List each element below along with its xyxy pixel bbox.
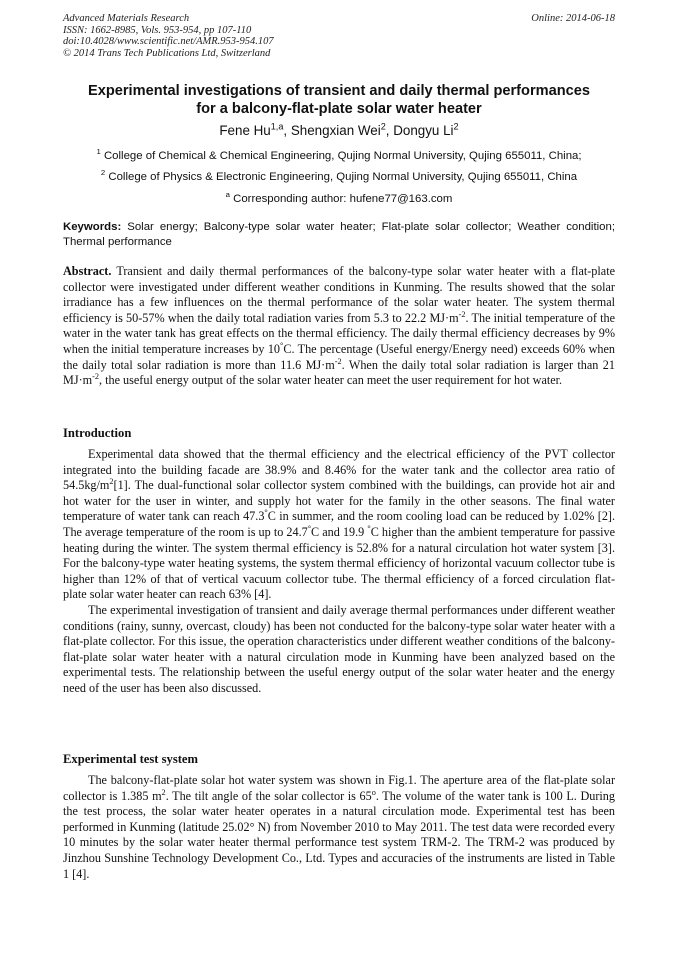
author-sup: 2	[453, 121, 459, 132]
abstract-label: Abstract.	[63, 264, 112, 278]
abstract-text: . When the daily total solar radiation is larger than 21 MJ·m	[63, 357, 615, 388]
affil-text: Corresponding author: hufene77@163.com	[229, 193, 453, 205]
body-text: C higher than the ambient temperature for passive heating during the winter. The system thermal efficiency is 52.8% for a natural circulation hot water system [3]. For the balcony-type water heating systems, the system thermal efficiency of horizontal vacuum collector tube is higher than 12% of that of vertical vacuum collector tube. The thermal efficiency of a forced circulation flat-plate solar water heater can reach 63% [4].	[63, 524, 615, 602]
affil-sup: 2	[100, 168, 106, 178]
superscript: °	[367, 523, 371, 533]
author-name: Shengxian Wei	[290, 123, 381, 138]
abstract-text: C. The percentage (Useful energy/Energy need) exceeds 60% when the daily total solar radiation is more than 11.6 MJ·m	[63, 341, 615, 372]
body-text: [1]. The dual-functional solar collector system combined with the buildings, can provide hot air and hot water for the user in winter, and supply hot water for the family in the other seasons. The final water temperature of water tank can reach 47.3	[63, 478, 615, 524]
superscript: o	[371, 787, 376, 797]
body-text: . The tilt angle of the solar collector is 65	[165, 788, 372, 803]
introduction-body	[63, 447, 615, 697]
corresponding-author	[40, 190, 638, 205]
affil-text: College of Physics & Electronic Engineering, Qujing Normal University, Qujing 655011, China	[105, 171, 578, 183]
superscript: °	[307, 523, 312, 533]
author-name: Dongyu Li	[393, 123, 454, 138]
test-system-body	[63, 773, 615, 882]
title-line-2: for a balcony-flat-plate solar water heater	[196, 101, 482, 117]
paper-title	[40, 82, 638, 118]
introduction-heading: Introduction	[63, 426, 132, 440]
introduction-paragraph-1	[63, 447, 615, 603]
author-list	[40, 123, 638, 138]
superscript: -2	[92, 372, 100, 382]
superscript: -2	[334, 356, 342, 366]
abstract-text: , the useful energy output of the solar water heater can meet the user requirement for hot water.	[99, 373, 563, 388]
keywords-text: Solar energy; Balcony-type solar water heater; Flat-plate solar collector; Weather condition; Thermal performance	[63, 221, 615, 248]
superscript: °	[264, 508, 268, 518]
affil-sup: a	[225, 190, 230, 200]
abstract-block	[63, 264, 615, 389]
abstract-text: . The initial temperature of the water in the water tank has great effects on the thermal efficiency. The daily thermal efficiency decreases by 9% when the initial temperature increases by 10	[63, 310, 615, 356]
superscript: °	[280, 340, 284, 350]
journal-header	[63, 13, 274, 59]
body-text: Experimental data showed that the thermal efficiency and the electrical efficiency of the PVT collector integrated into the building facade are 38.9% and 8.46% for the water tank and the collector area ratio of 54.5kg/m	[63, 447, 615, 493]
test-system-paragraph	[63, 773, 615, 882]
issn-line: ISSN: 1662-8985, Vols. 953-954, pp 107-110	[63, 24, 252, 36]
title-line-1: Experimental investigations of transient and daily thermal performances	[87, 83, 590, 99]
keywords-label: Keywords:	[63, 221, 122, 233]
superscript: -2	[458, 309, 466, 319]
journal-name: Advanced Materials Research	[63, 13, 190, 24]
keywords-block	[63, 220, 615, 249]
body-text: The balcony-flat-plate solar hot water system was shown in Fig.1. The aperture area of the flat-plate solar collector is 1.385 m	[63, 773, 615, 803]
online-date: Online: 2014-06-18	[531, 13, 615, 24]
author-sup: 2	[380, 121, 386, 132]
superscript: 2	[161, 787, 166, 797]
affiliation-1	[40, 147, 638, 162]
author-sep: ,	[385, 123, 394, 138]
author-name: Fene Hu	[219, 123, 271, 138]
copyright-line: © 2014 Trans Tech Publications Ltd, Switzerland	[63, 47, 271, 59]
abstract-text: Transient and daily thermal performances of the balcony-type solar water heater with a flat-plate collector were investigated under different weather conditions in Kunming. The results showed that the solar irradiance has a few influences on the thermal performance of the solar water heater. The system thermal efficiency is 50-57% when the daily total radiation varies from 5.3 to 22.2 MJ·m	[63, 264, 615, 325]
introduction-paragraph-2: The experimental investigation of transient and daily average thermal performances under different weather conditions (rainy, sunny, overcast, cloudy) has been not conducted for the balcony-type solar water heater with a flat-plate collector. For this issue, the operation characteristics under different weather conditions of the balcony-flat-plate solar water heater with a natural circulation mode in Kunming have been analyzed based on the experimental tests. The relationship between the useful energy output of the solar water heater and the energy need of the user has been also discussed.	[63, 602, 615, 695]
body-text: C in summer, and the room cooling load can be reduced by 1.02% [2]. The average temperature of the room is up to 24.7	[63, 509, 616, 539]
body-text: C and 19.9	[311, 524, 368, 539]
doi-line: doi:10.4028/www.scientific.net/AMR.953-954.107	[63, 36, 274, 47]
author-sep: ,	[283, 123, 291, 138]
test-system-heading: Experimental test system	[63, 752, 199, 766]
superscript: 2	[109, 477, 114, 487]
affil-sup: 1	[96, 147, 101, 157]
affil-text: College of Chemical & Chemical Engineering, Qujing Normal University, Qujing 655011, China;	[100, 150, 582, 162]
affiliation-2	[40, 168, 638, 183]
author-sup: 1,a	[270, 121, 284, 132]
body-text: . The volume of the water tank is 100 L. During the test process, the solar water heater operates in a natural circulation mode. Experimental test has been performed in Kunming (latitude 25.02° N) from November 2010 to May 2011. The test data were recorded every 10 minutes by the solar water heater thermal performance test system TRM-2. The TRM-2 was produced by Jinzhou Sunshine Technology Development Co., Ltd. Types and accuracies of the instruments are listed in Table 1 [4].	[63, 788, 615, 881]
